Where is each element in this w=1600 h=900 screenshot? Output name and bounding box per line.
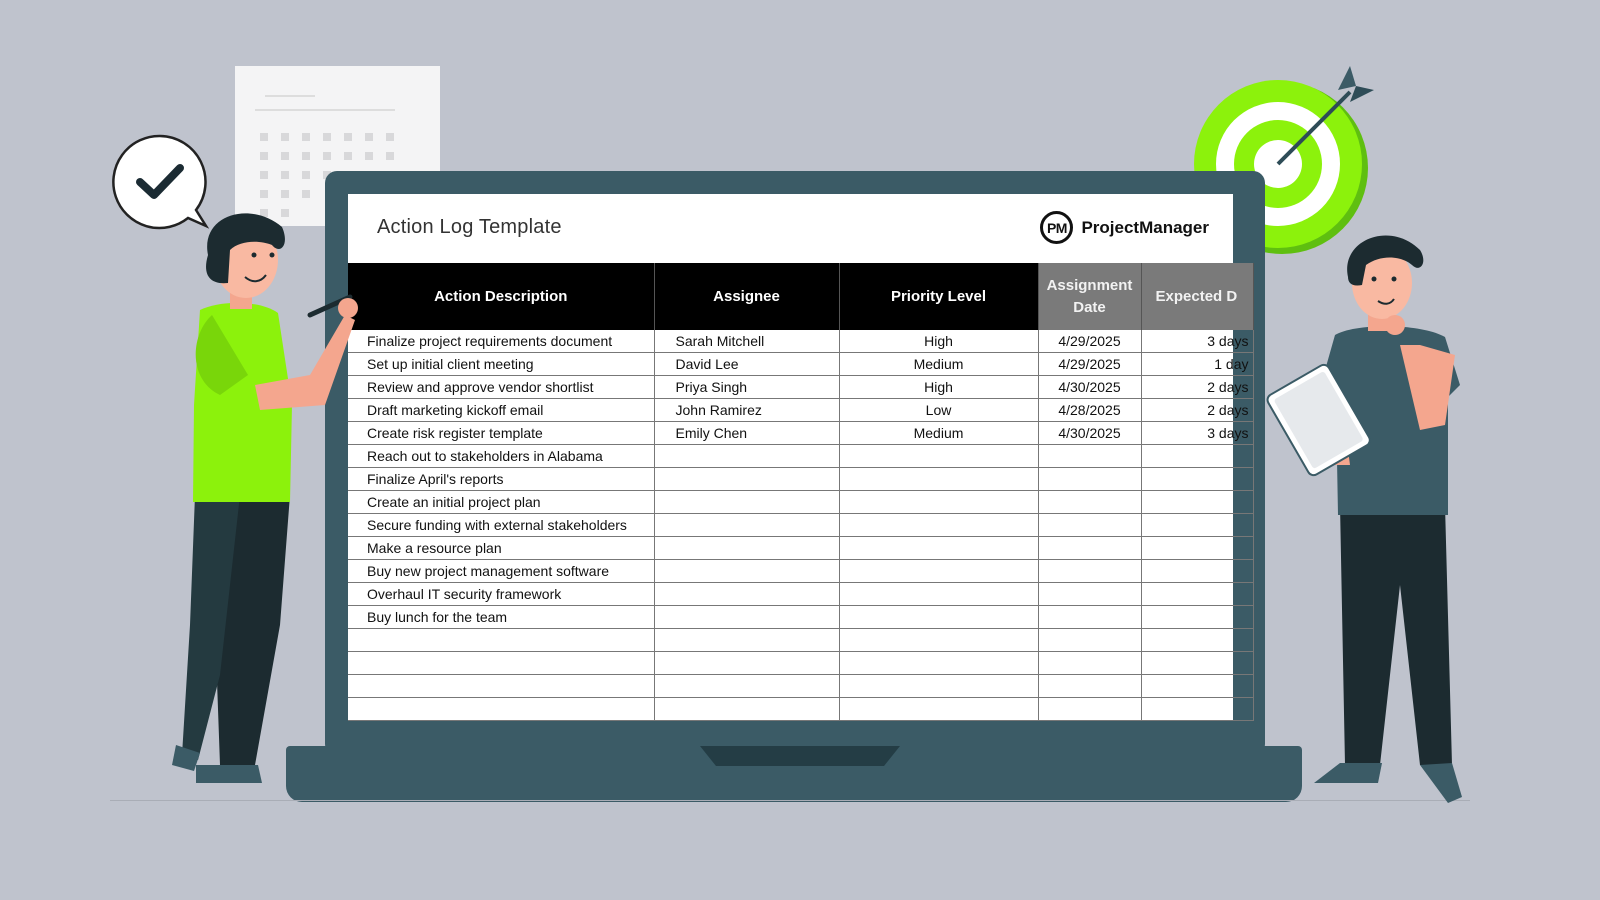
- cell-assignment-date[interactable]: 4/29/2025: [1038, 353, 1141, 376]
- column-header-expected[interactable]: Expected D: [1141, 263, 1253, 330]
- document-header: [348, 194, 1233, 263]
- cell-priority[interactable]: [839, 468, 1038, 491]
- cell-assignment-date[interactable]: [1038, 629, 1141, 652]
- cell-description[interactable]: Set up initial client meeting: [348, 353, 654, 376]
- cell-priority[interactable]: High: [839, 330, 1038, 353]
- pm-logo-icon: PM: [1040, 211, 1073, 244]
- cell-assignment-date[interactable]: 4/30/2025: [1038, 422, 1141, 445]
- table-row: [348, 675, 1253, 698]
- cell-assignee[interactable]: [654, 514, 839, 537]
- cell-assignment-date[interactable]: [1038, 468, 1141, 491]
- cell-description[interactable]: Draft marketing kickoff email: [348, 399, 654, 422]
- brand-name: ProjectManager: [1081, 217, 1209, 237]
- cell-assignment-date[interactable]: [1038, 675, 1141, 698]
- cell-description[interactable]: Buy new project management software: [348, 560, 654, 583]
- cell-expected[interactable]: [1141, 652, 1253, 675]
- cell-expected[interactable]: [1141, 537, 1253, 560]
- cell-assignment-date[interactable]: 4/28/2025: [1038, 399, 1141, 422]
- cell-priority[interactable]: [839, 652, 1038, 675]
- cell-description[interactable]: Buy lunch for the team: [348, 606, 654, 629]
- cell-priority[interactable]: [839, 560, 1038, 583]
- cell-assignment-date[interactable]: [1038, 514, 1141, 537]
- cell-assignee[interactable]: [654, 537, 839, 560]
- cell-expected[interactable]: [1141, 445, 1253, 468]
- table-row: [348, 445, 1253, 468]
- cell-expected[interactable]: [1141, 560, 1253, 583]
- cell-priority[interactable]: Low: [839, 399, 1038, 422]
- table-row: [348, 560, 1253, 583]
- cell-expected[interactable]: [1141, 514, 1253, 537]
- table-header-row: [348, 263, 1253, 330]
- brand-logo: [1040, 211, 1209, 244]
- table-row: [348, 468, 1253, 491]
- table-row: [348, 629, 1253, 652]
- cell-priority[interactable]: [839, 514, 1038, 537]
- cell-assignee[interactable]: Emily Chen: [654, 422, 839, 445]
- cell-description[interactable]: Create an initial project plan: [348, 491, 654, 514]
- action-log-table: [348, 263, 1254, 721]
- table-row: [348, 399, 1253, 422]
- cell-assignment-date[interactable]: [1038, 606, 1141, 629]
- cell-expected[interactable]: [1141, 675, 1253, 698]
- cell-assignment-date[interactable]: [1038, 560, 1141, 583]
- table-row: [348, 606, 1253, 629]
- cell-assignment-date[interactable]: 4/30/2025: [1038, 376, 1141, 399]
- cell-expected[interactable]: [1141, 629, 1253, 652]
- cell-description[interactable]: Finalize project requirements document: [348, 330, 654, 353]
- cell-expected[interactable]: [1141, 583, 1253, 606]
- cell-description[interactable]: [348, 675, 654, 698]
- cell-expected[interactable]: [1141, 698, 1253, 721]
- person-left-illustration: [160, 205, 360, 805]
- cell-assignment-date[interactable]: [1038, 652, 1141, 675]
- column-header-description[interactable]: Action Description: [348, 263, 654, 330]
- table-row: [348, 652, 1253, 675]
- table-row: [348, 491, 1253, 514]
- laptop-notch: [700, 746, 900, 766]
- cell-description[interactable]: [348, 698, 654, 721]
- cell-description[interactable]: Secure funding with external stakeholders: [348, 514, 654, 537]
- table-row: [348, 330, 1253, 353]
- cell-assignee[interactable]: [654, 698, 839, 721]
- table-row: [348, 537, 1253, 560]
- cell-assignment-date[interactable]: [1038, 491, 1141, 514]
- cell-priority[interactable]: [839, 491, 1038, 514]
- cell-description[interactable]: Overhaul IT security framework: [348, 583, 654, 606]
- table-row: [348, 698, 1253, 721]
- column-header-assignee[interactable]: Assignee: [654, 263, 839, 330]
- cell-assignee[interactable]: Sarah Mitchell: [654, 330, 839, 353]
- cell-description[interactable]: Review and approve vendor shortlist: [348, 376, 654, 399]
- cell-assignment-date[interactable]: [1038, 537, 1141, 560]
- table-row: [348, 514, 1253, 537]
- cell-assignment-date[interactable]: [1038, 445, 1141, 468]
- cell-assignee[interactable]: [654, 675, 839, 698]
- cell-assignee[interactable]: [654, 583, 839, 606]
- table-row: [348, 376, 1253, 399]
- cell-description[interactable]: Create risk register template: [348, 422, 654, 445]
- person-right-illustration: [1270, 225, 1490, 825]
- cell-assignee[interactable]: [654, 491, 839, 514]
- page-title: Action Log Template: [377, 216, 562, 238]
- cell-expected[interactable]: [1141, 468, 1253, 491]
- column-header-priority[interactable]: Priority Level: [839, 263, 1038, 330]
- table-row: [348, 583, 1253, 606]
- cell-description[interactable]: [348, 629, 654, 652]
- cell-assignment-date[interactable]: [1038, 698, 1141, 721]
- cell-assignee[interactable]: [654, 629, 839, 652]
- cell-priority[interactable]: [839, 537, 1038, 560]
- table-row: [348, 422, 1253, 445]
- cell-assignee[interactable]: [654, 560, 839, 583]
- cell-priority[interactable]: High: [839, 376, 1038, 399]
- cell-expected[interactable]: [1141, 491, 1253, 514]
- cell-priority[interactable]: Medium: [839, 353, 1038, 376]
- spreadsheet-screen: [348, 194, 1249, 720]
- cell-expected[interactable]: 3 days: [1141, 422, 1253, 445]
- cell-assignee[interactable]: [654, 445, 839, 468]
- cell-priority[interactable]: [839, 698, 1038, 721]
- cell-priority[interactable]: [839, 629, 1038, 652]
- cell-assignee[interactable]: John Ramirez: [654, 399, 839, 422]
- cell-assignee[interactable]: Priya Singh: [654, 376, 839, 399]
- cell-priority[interactable]: [839, 675, 1038, 698]
- cell-assignment-date[interactable]: [1038, 583, 1141, 606]
- cell-expected[interactable]: 3 days: [1141, 330, 1253, 353]
- cell-priority[interactable]: Medium: [839, 422, 1038, 445]
- cell-expected[interactable]: 2 days: [1141, 399, 1253, 422]
- cell-assignee[interactable]: [654, 606, 839, 629]
- cell-description[interactable]: Finalize April's reports: [348, 468, 654, 491]
- cell-assignment-date[interactable]: 4/29/2025: [1038, 330, 1141, 353]
- cell-assignee[interactable]: [654, 652, 839, 675]
- cell-expected[interactable]: [1141, 606, 1253, 629]
- column-header-assignment-date[interactable]: Assignment Date: [1038, 263, 1141, 330]
- cell-priority[interactable]: [839, 583, 1038, 606]
- cell-priority[interactable]: [839, 445, 1038, 468]
- cell-description[interactable]: [348, 652, 654, 675]
- cell-expected[interactable]: 2 days: [1141, 376, 1253, 399]
- cell-description[interactable]: Reach out to stakeholders in Alabama: [348, 445, 654, 468]
- table-row: [348, 353, 1253, 376]
- cell-expected[interactable]: 1 day: [1141, 353, 1253, 376]
- cell-priority[interactable]: [839, 606, 1038, 629]
- cell-description[interactable]: Make a resource plan: [348, 537, 654, 560]
- cell-assignee[interactable]: David Lee: [654, 353, 839, 376]
- cell-assignee[interactable]: [654, 468, 839, 491]
